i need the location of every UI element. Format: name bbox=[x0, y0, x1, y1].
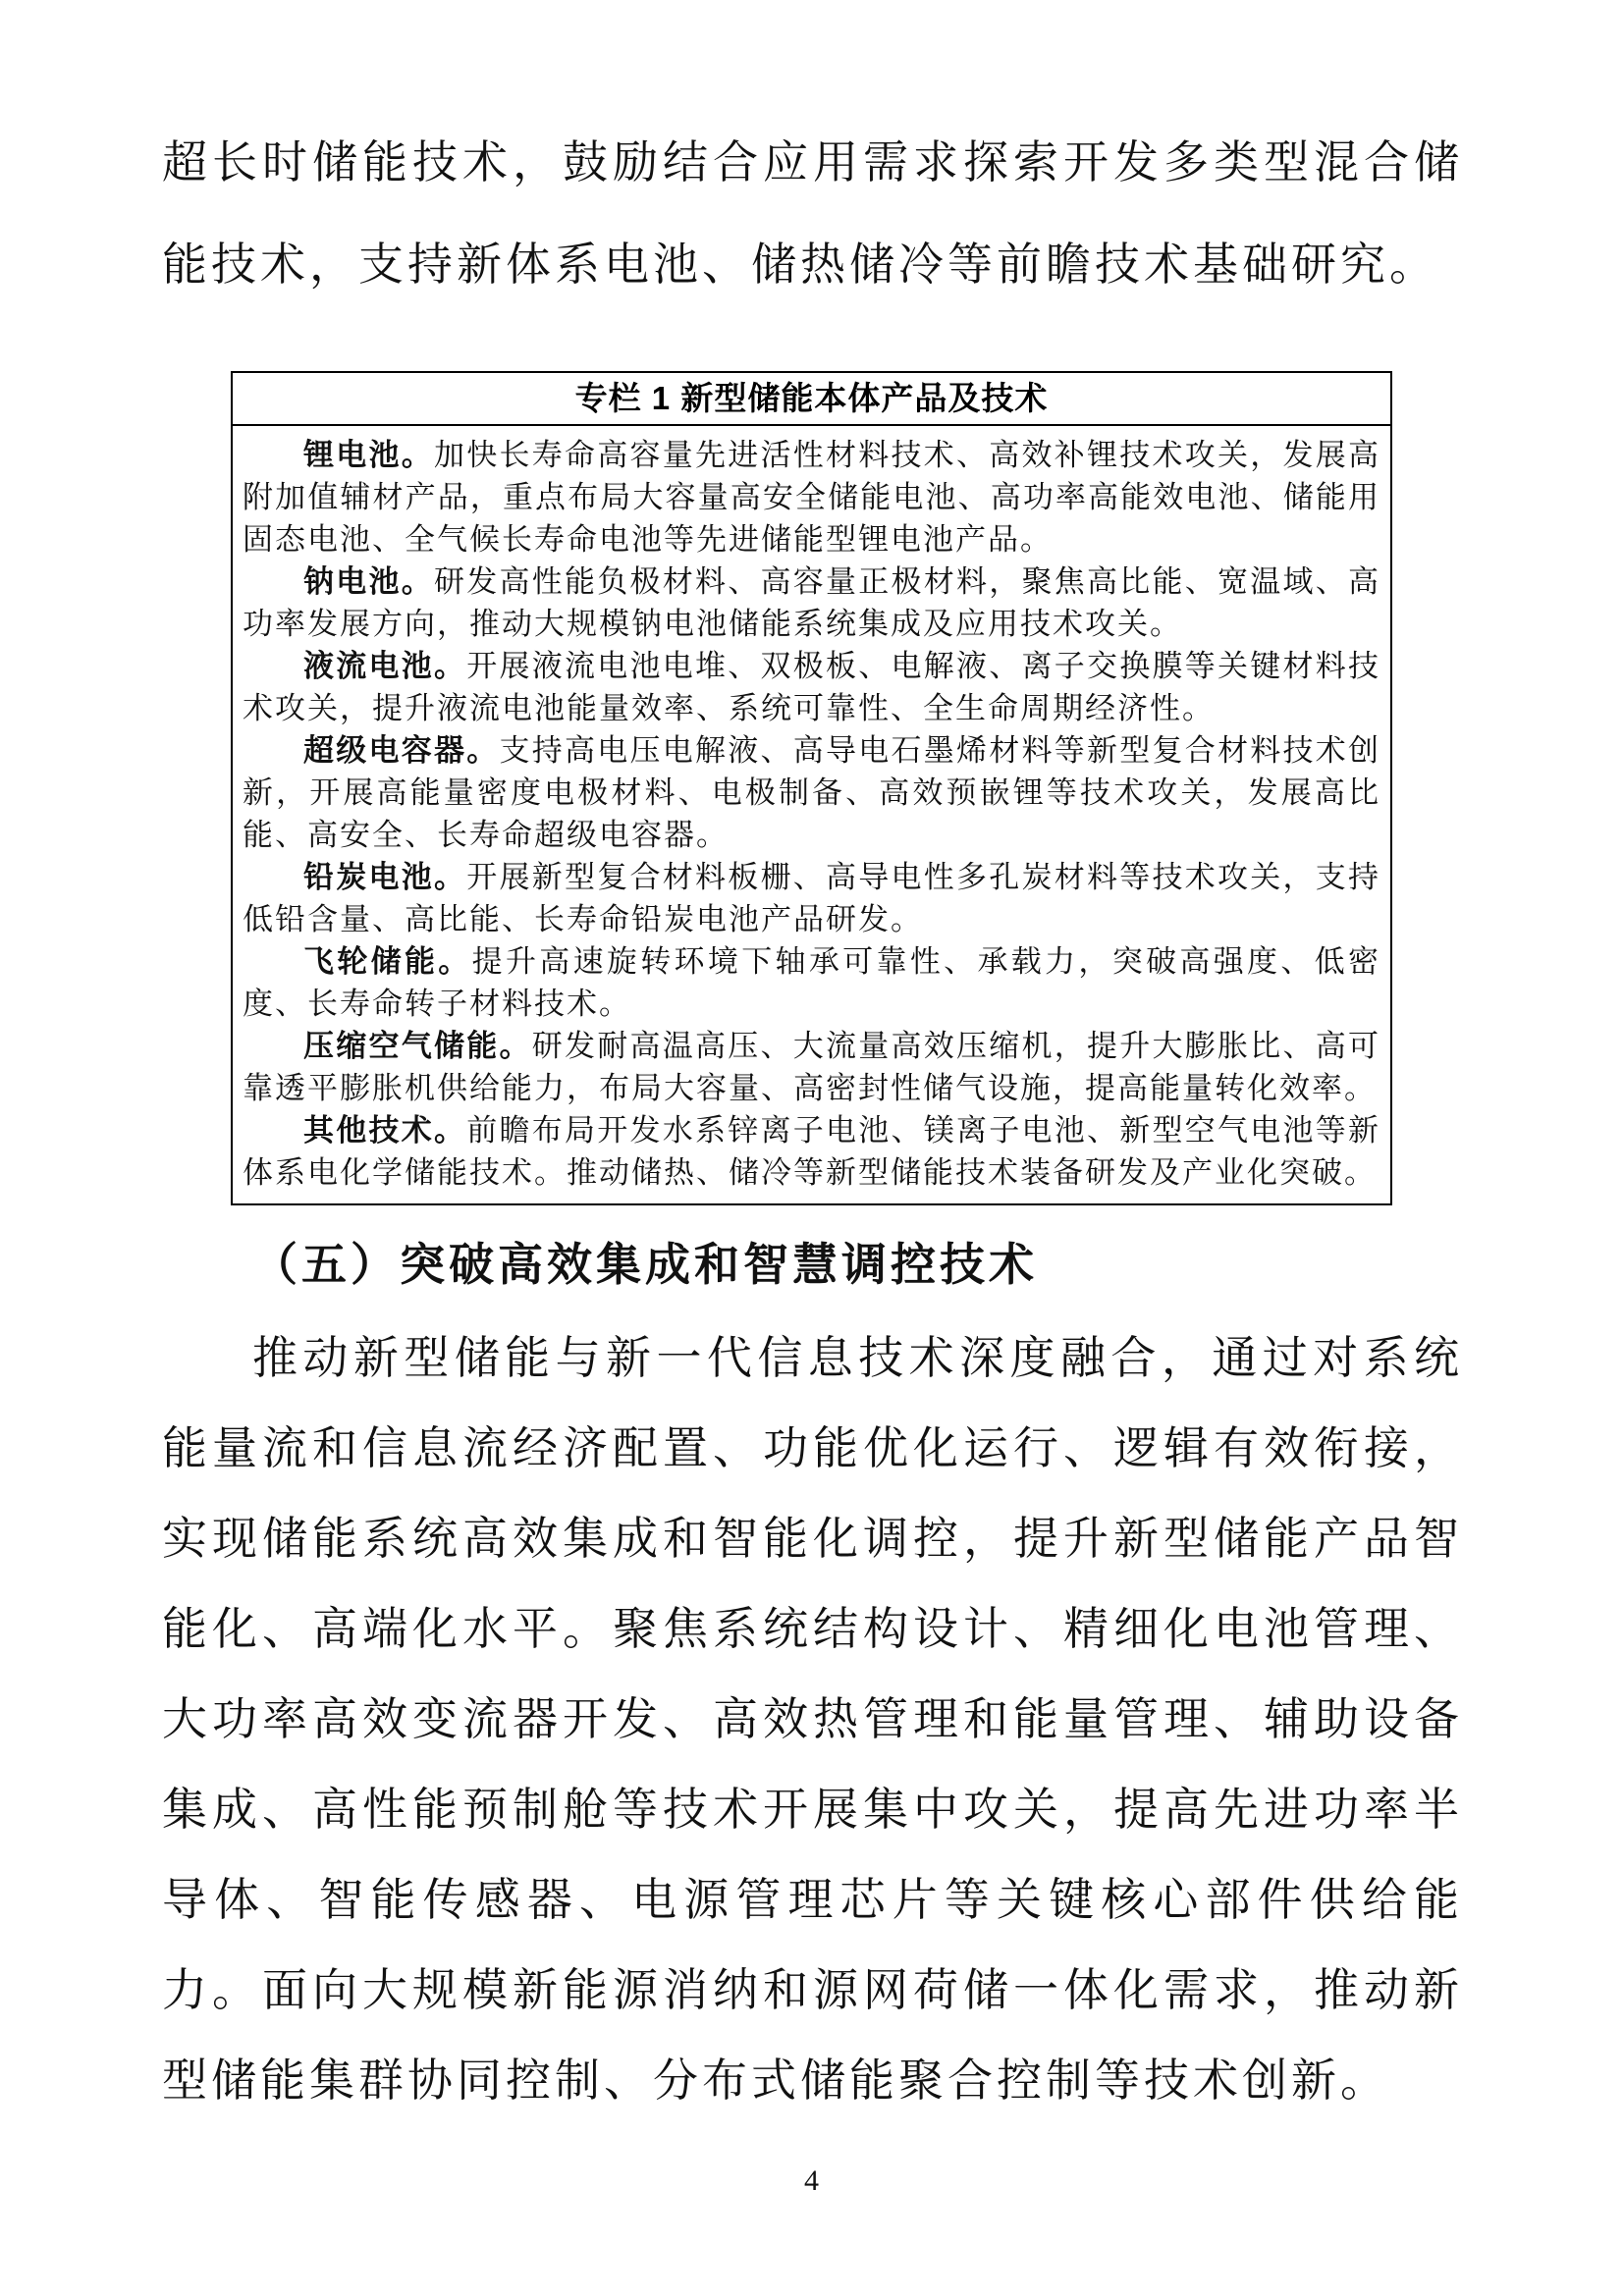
box-item-supercapacitor bbox=[243, 729, 1380, 856]
box-item-desc: 提升高速旋转环境下轴承可靠性、承载力，突破高强度、低密度、长寿命转子材料技术。 bbox=[243, 944, 1381, 1021]
box-item-desc: 研发高性能负极材料、高容量正极材料，聚焦高比能、宽温域、高功率发展方向，推动大规模钠电池储能系统集成及应用技术攻关。 bbox=[243, 564, 1380, 641]
box-item-lead-carbon-battery bbox=[243, 856, 1380, 940]
box-item-term: 钠电池。 bbox=[303, 564, 434, 599]
box-item-term: 超级电容器。 bbox=[303, 733, 500, 768]
highlight-box bbox=[231, 371, 1392, 1205]
highlight-box-title: 专栏 1 新型储能本体产品及技术 bbox=[233, 373, 1390, 426]
section-heading: （五）突破高效集成和智慧调控技术 bbox=[252, 1240, 1038, 1290]
box-item-desc: 加快长寿命高容量先进活性材料技术、高效补锂技术攻关，发展高附加值辅材产品，重点布局大容量高安全储能电池、高功率高能效电池、储能用固态电池、全气候长寿命电池等先进储能型锂电池产品。 bbox=[243, 438, 1380, 557]
box-item-flywheel-storage bbox=[243, 940, 1380, 1025]
section-paragraph: 推动新型储能与新一代信息技术深度融合，通过对系统能量流和信息流经济配置、功能优化运行、逻辑有效衔接，实现储能系统高效集成和智能化调控，提升新型储能产品智能化、高端化水平。聚焦系统结构设计、精细化电池管理、大功率高效变流器开发、高效热管理和能量管理、辅助设备集成、高性能预制舱等技术开展集中攻关，提高先进功率半导体、智能传感器、电源管理芯片等关键核心部件供给能力。面向大规模新能源消纳和源网荷储一体化需求，推动新型储能集群协同控制、分布式储能聚合控制等技术创新。 bbox=[162, 1333, 1463, 2106]
box-item-term: 压缩空气储能。 bbox=[303, 1029, 532, 1063]
box-item-desc: 前瞻布局开发水系锌离子电池、镁离子电池、新型空气电池等新体系电化学储能技术。推动储热、储冷等新型储能技术装备研发及产业化突破。 bbox=[243, 1113, 1380, 1190]
box-item-term: 锂电池。 bbox=[303, 438, 434, 472]
box-item-term: 铅炭电池。 bbox=[303, 860, 467, 894]
box-item-term: 飞轮储能。 bbox=[303, 944, 472, 979]
box-item-term: 其他技术。 bbox=[303, 1113, 467, 1148]
page-number: 4 bbox=[804, 2164, 819, 2197]
box-item-term: 液流电池。 bbox=[303, 649, 467, 683]
box-item-compressed-air-storage bbox=[243, 1025, 1380, 1109]
box-item-desc: 支持高电压电解液、高导电石墨烯材料等新型复合材料技术创新，开展高能量密度电极材料、电极制备、高效预嵌锂等技术攻关，发展高比能、高安全、长寿命超级电容器。 bbox=[243, 733, 1380, 852]
box-item-desc: 研发耐高温高压、大流量高效压缩机，提升大膨胀比、高可靠透平膨胀机供给能力，布局大容量、高密封性储气设施，提高能量转化效率。 bbox=[243, 1029, 1380, 1105]
intro-paragraph: 超长时储能技术，鼓励结合应用需求探索开发多类型混合储能技术，支持新体系电池、储热储冷等前瞻技术基础研究。 bbox=[162, 137, 1463, 290]
box-item-desc: 开展液流电池电堆、双极板、电解液、离子交换膜等关键材料技术攻关，提升液流电池能量效率、系统可靠性、全生命周期经济性。 bbox=[243, 649, 1380, 725]
box-item-other-technologies bbox=[243, 1109, 1380, 1194]
box-item-sodium-battery bbox=[243, 561, 1380, 645]
highlight-box-body bbox=[233, 426, 1390, 1203]
box-item-lithium-battery bbox=[243, 434, 1380, 561]
box-item-flow-battery bbox=[243, 645, 1380, 729]
box-item-desc: 开展新型复合材料板栅、高导电性多孔炭材料等技术攻关，支持低铅含量、高比能、长寿命铅炭电池产品研发。 bbox=[243, 860, 1380, 936]
